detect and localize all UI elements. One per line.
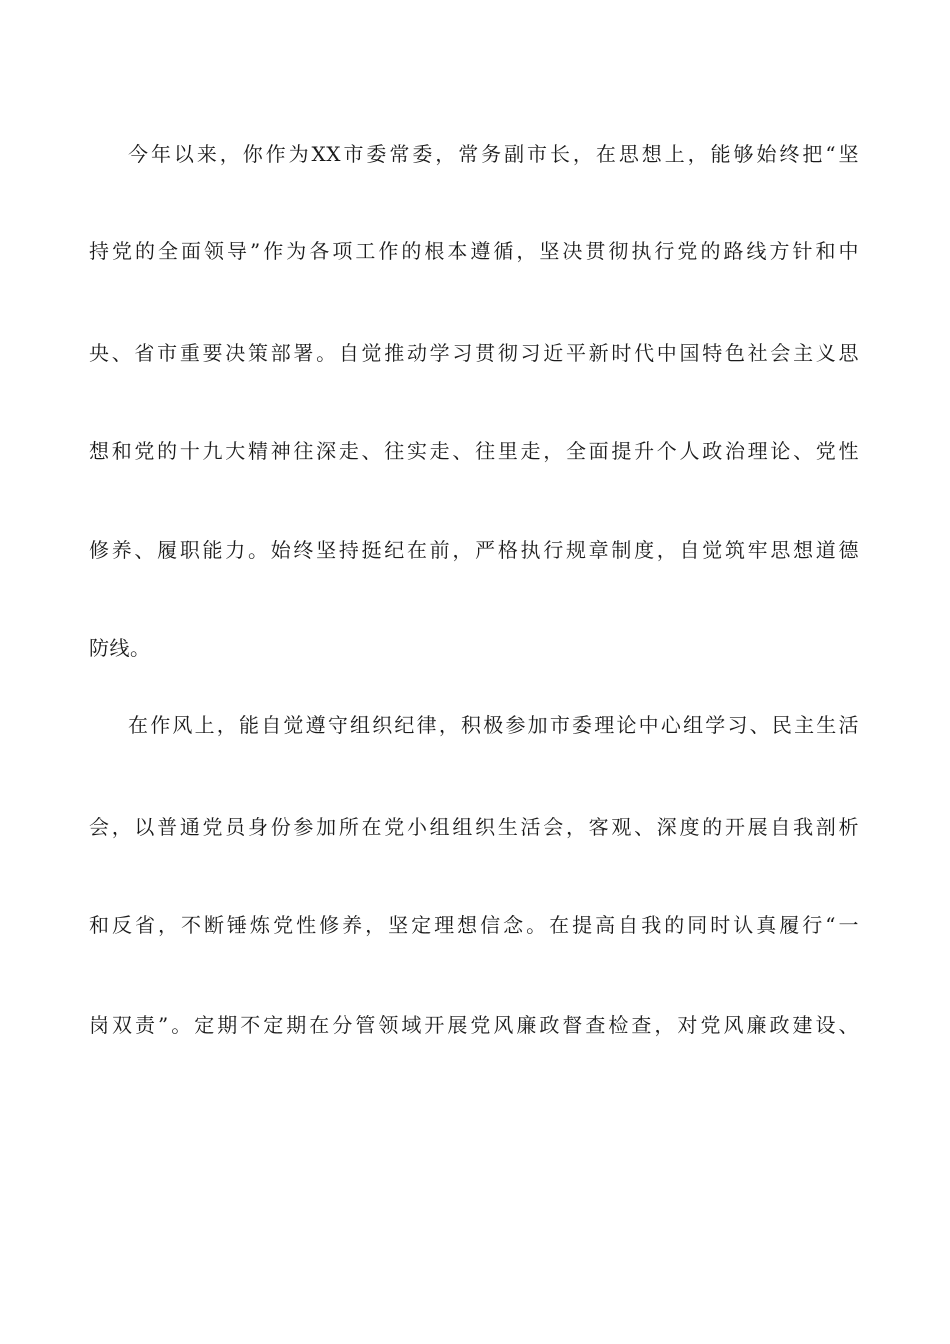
paragraph-line: 会，以普通党员身份参加所在党小组组织生活会，客观、深度的开展自我剖析 xyxy=(89,815,859,839)
paragraph-line: 岗双责”。定期不定期在分管领域开展党风廉政督查检查，对党风廉政建设、 xyxy=(89,1013,859,1037)
paragraph-line: 央、省市重要决策部署。自觉推动学习贯彻习近平新时代中国特色社会主义思 xyxy=(89,341,859,365)
paragraph-line: 和反省，不断锤炼党性修养，坚定理想信念。在提高自我的同时认真履行“一 xyxy=(89,913,859,937)
paragraph-line: 持党的全面领导”作为各项工作的根本遵循，坚决贯彻执行党的路线方针和中 xyxy=(89,239,859,263)
paragraph-line: 修养、履职能力。始终坚持挺纪在前，严格执行规章制度，自觉筑牢思想道德 xyxy=(89,538,859,562)
paragraph-line: 今年以来，你作为XX市委常委，常务副市长，在思想上，能够始终把“坚 xyxy=(128,142,859,166)
paragraph-line: 防线。 xyxy=(89,636,151,660)
paragraph-line: 想和党的十九大精神往深走、往实走、往里走，全面提升个人政治理论、党性 xyxy=(89,439,859,463)
paragraph-line: 在作风上，能自觉遵守组织纪律，积极参加市委理论中心组学习、民主生活 xyxy=(128,713,859,737)
